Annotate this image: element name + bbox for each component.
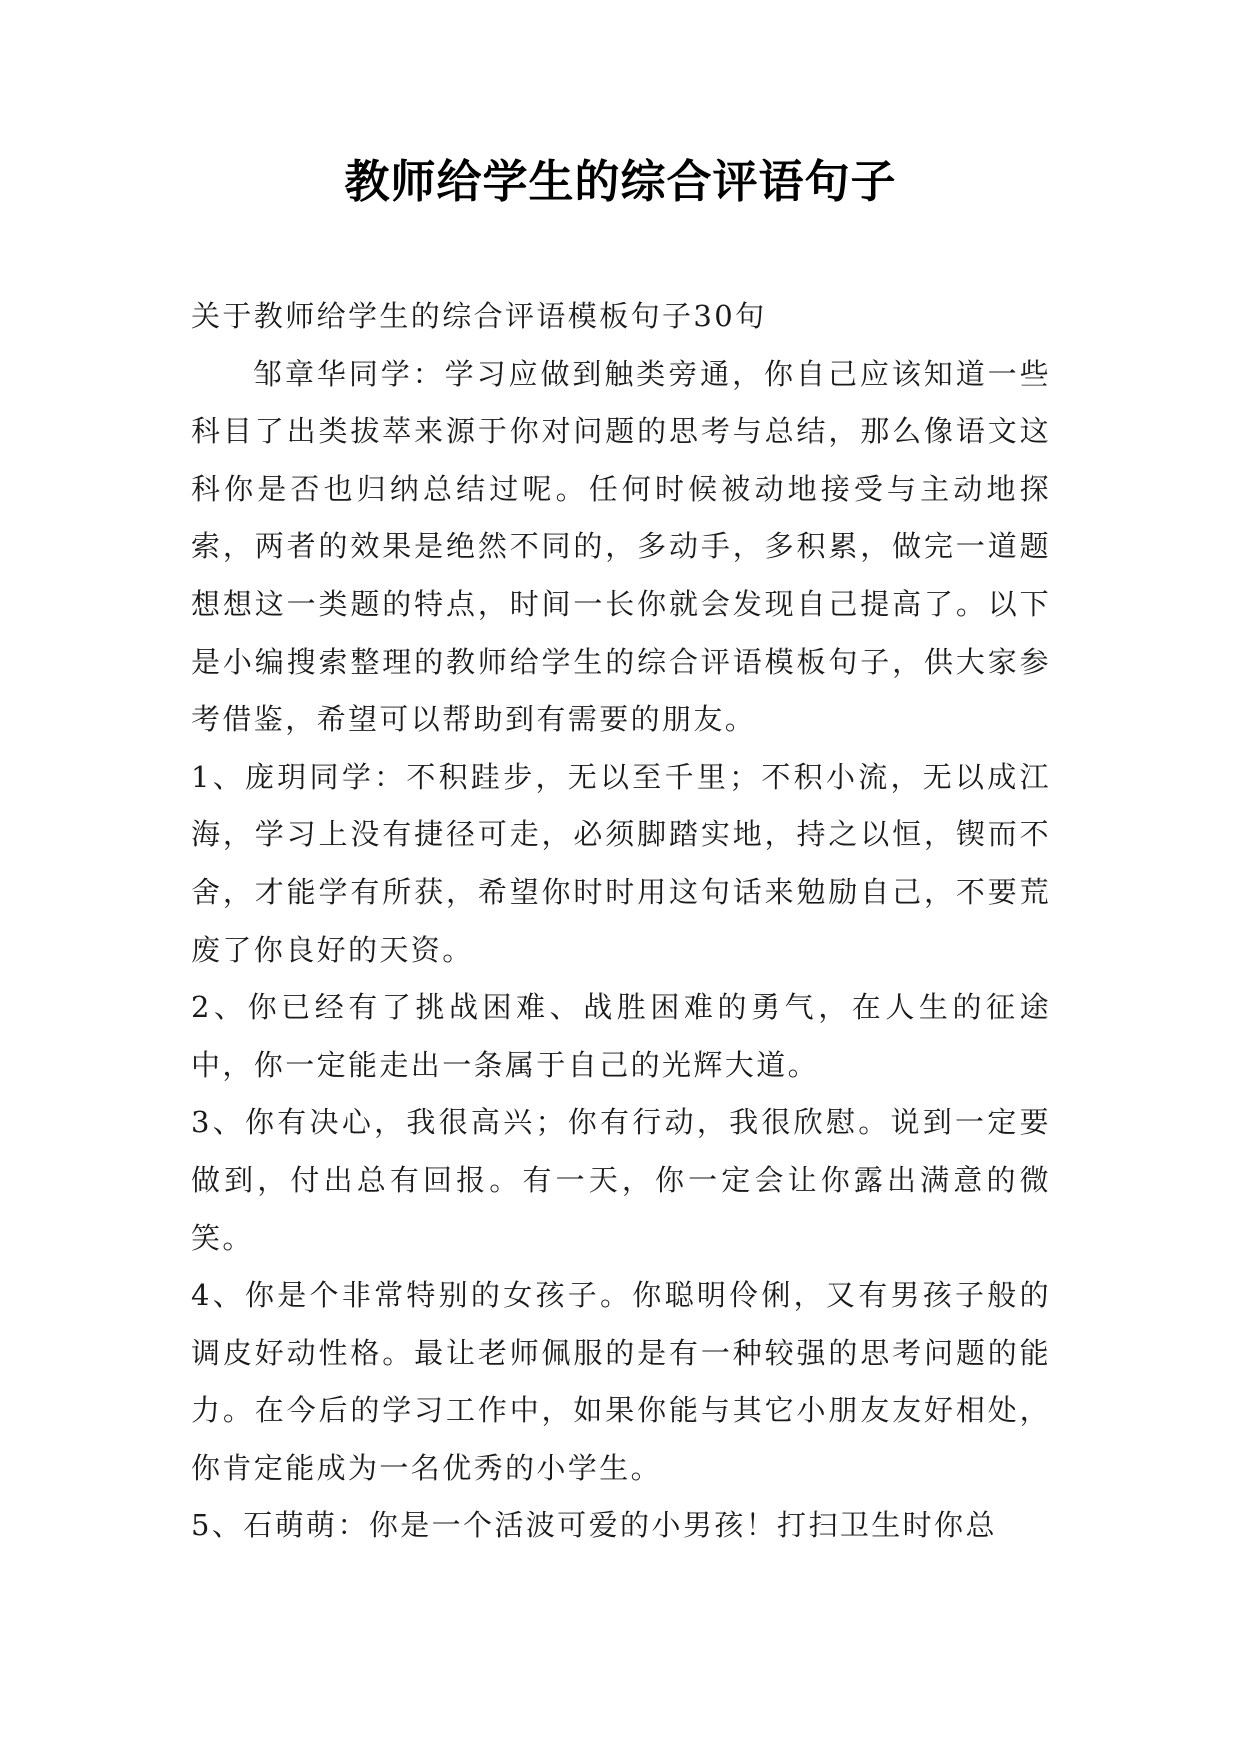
comment-item-2: 2、你已经有了挑战困难、战胜困难的勇气，在人生的征途中，你一定能走出一条属于自己的光辉大道。 [191,990,1051,1082]
comment-item-5: 5、石萌萌：你是一个活波可爱的小男孩！打扫卫生时你总 [191,1508,997,1543]
document-title: 教师给学生的综合评语句子 [344,155,897,208]
comment-item-4: 4、你是个非常特别的女孩子。你聪明伶俐，又有男孩子般的调皮好动性格。最让老师佩服的是有一种较强的思考问题的能力。在今后的学习工作中，如果你能与其它小朋友友好相处，你肯定能成为一名优秀的小学生。 [191,1278,1051,1485]
intro-paragraph: 邹章华同学：学习应做到触类旁通，你自己应该知道一些科目了出类拔萃来源于你对问题的思考与总结，那么像语文这科你是否也归纳总结过呢。任何时候被动地接受与主动地探索，两者的效果是绝然不同的，多动手，多积累，做完一道题想想这一类题的特点，时间一长你就会发现自己提高了。以下是小编搜索整理的教师给学生的综合评语模板句子，供大家参考借鉴，希望可以帮助到有需要的朋友。 [191,356,1051,737]
document-body [191,288,1051,1555]
intro-heading: 关于教师给学生的综合评语模板句子30句 [191,299,767,333]
comment-item-1: 1、庞玥同学：不积跬步，无以至千里；不积小流，无以成江海，学习上没有捷径可走，必须脚踏实地，持之以恒，锲而不舍，才能学有所获，希望你时时用这句话来勉励自己，不要荒废了你良好的天资。 [191,759,1051,967]
comment-item-3: 3、你有决心，我很高兴；你有行动，我很欣慰。说到一定要做到，付出总有回报。有一天，你一定会让你露出满意的微笑。 [191,1105,1051,1255]
